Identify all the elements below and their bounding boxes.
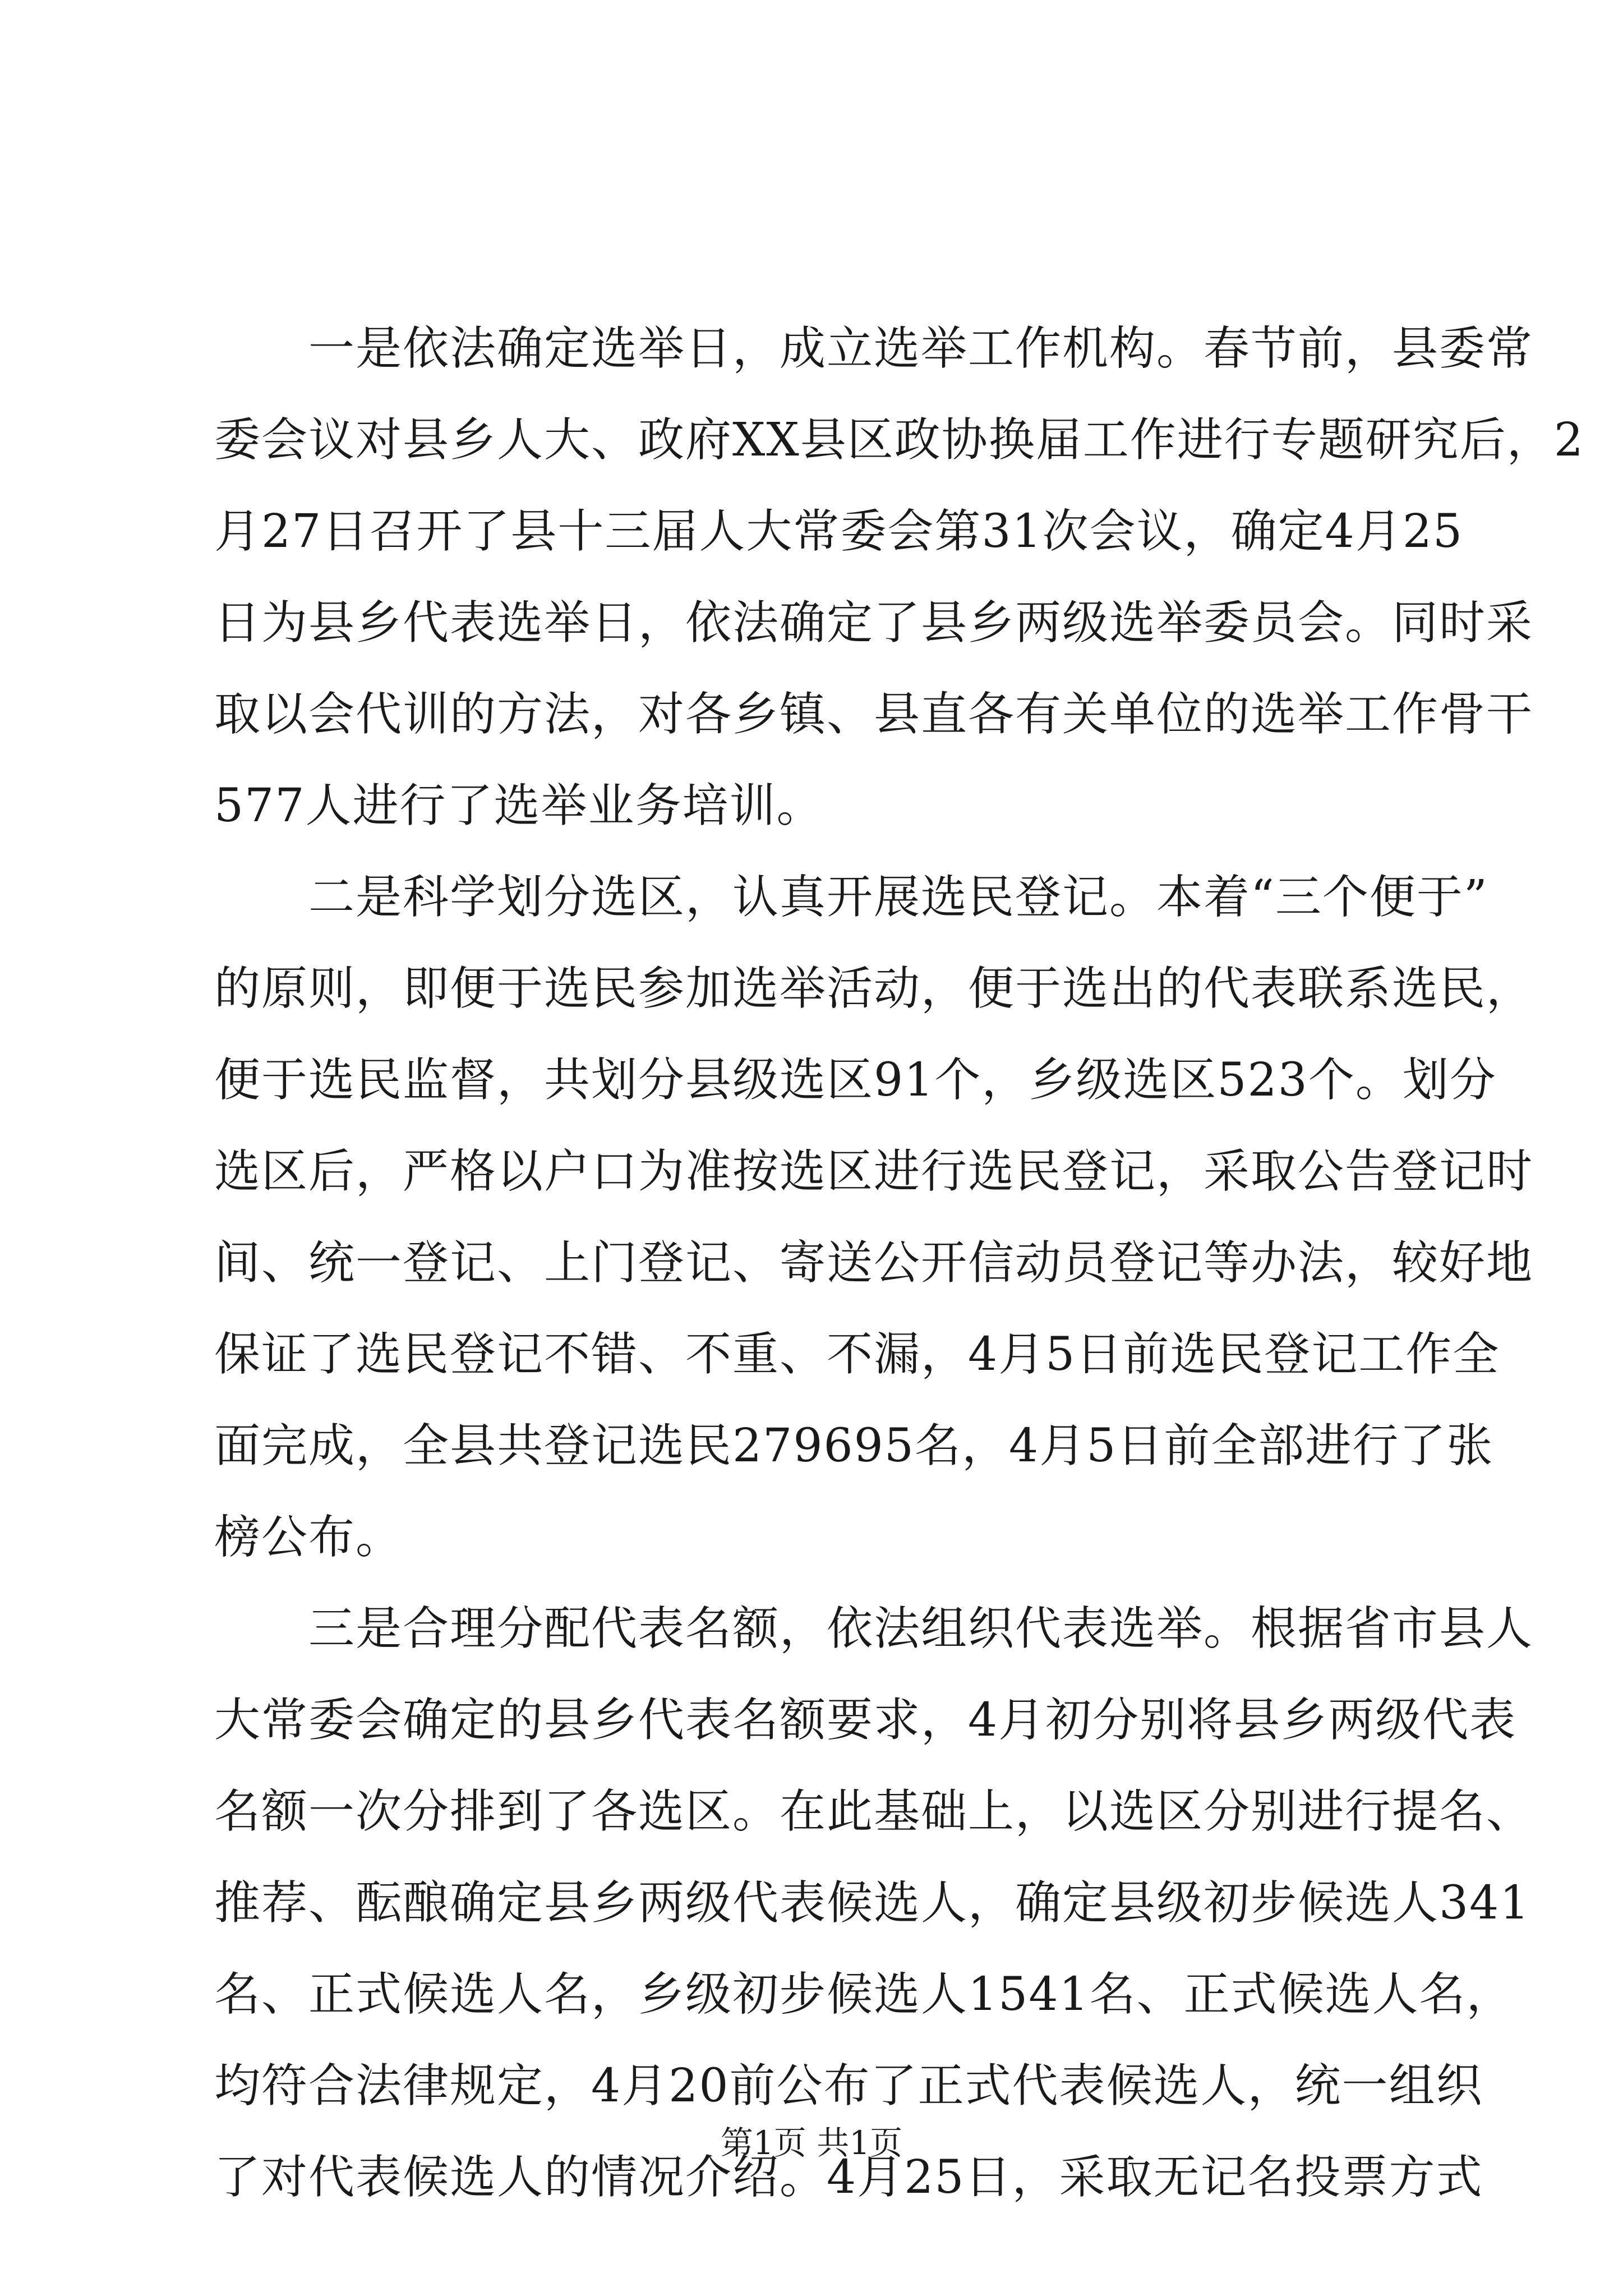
text-line: 推荐、酝酿确定县乡两级代表候选人，确定县级初步候选人341 xyxy=(214,1876,1530,1930)
text-line: 日为县乡代表选举日，依法确定了县乡两级选举委员会。同时采 xyxy=(214,596,1534,650)
body-text xyxy=(214,303,1584,2223)
text-line: 间、统一登记、上门登记、寄送公开信动员登记等办法，较好地 xyxy=(214,1236,1534,1290)
text-line: 了对代表候选人的情况介绍。4月25日，采取无记名投票方式 xyxy=(214,2151,1483,2204)
text-line: 名、正式候选人名，乡级初步候选人1541名、正式候选人名， xyxy=(214,1968,1514,2021)
text-line: 取以会代训的方法，对各乡镇、县直各有关单位的选举工作骨干 xyxy=(214,688,1534,741)
text-line: 选区后，严格以户口为准按选区进行选民登记，采取公告登记时 xyxy=(214,1145,1534,1198)
text-line: 保证了选民登记不错、不重、不漏，4月5日前选民登记工作全 xyxy=(214,1328,1500,1381)
text-line: 一是依法确定选举日，成立选举工作机构。春节前，县委常 xyxy=(214,322,1534,375)
text-line: 名额一次分排到了各选区。在此基础上，以选区分别进行提名、 xyxy=(214,1785,1534,1838)
text-line: 的原则，即便于选民参加选举活动，便于选出的代表联系选民， xyxy=(214,962,1534,1015)
text-line: 面完成，全县共登记选民279695名，4月5日前全部进行了张 xyxy=(214,1419,1494,1473)
text-line: 三是合理分配代表名额，依法组织代表选举。根据省市县人 xyxy=(214,1602,1534,1655)
text-line: 577人进行了选举业务培训。 xyxy=(214,779,824,832)
text-line: 委会议对县乡人大、政府XX县区政协换届工作进行专题研究后，2 xyxy=(214,413,1584,467)
text-line: 二是科学划分选区，认真开展选民登记。本着“三个便于” xyxy=(214,871,1488,924)
text-line: 均符合法律规定，4月20前公布了正式代表候选人，统一组织 xyxy=(214,2059,1483,2113)
text-line: 月27日召开了县十三届人大常委会第31次会议，确定4月25 xyxy=(214,505,1464,558)
text-line: 榜公布。 xyxy=(214,1511,403,1564)
page-footer: 第1页 共1页 xyxy=(720,2124,903,2162)
text-line: 大常委会确定的县乡代表名额要求，4月初分别将县乡两级代表 xyxy=(214,1694,1517,1747)
text-line: 便于选民监督，共划分县级选区91个，乡级选区523个。划分 xyxy=(214,1053,1497,1107)
